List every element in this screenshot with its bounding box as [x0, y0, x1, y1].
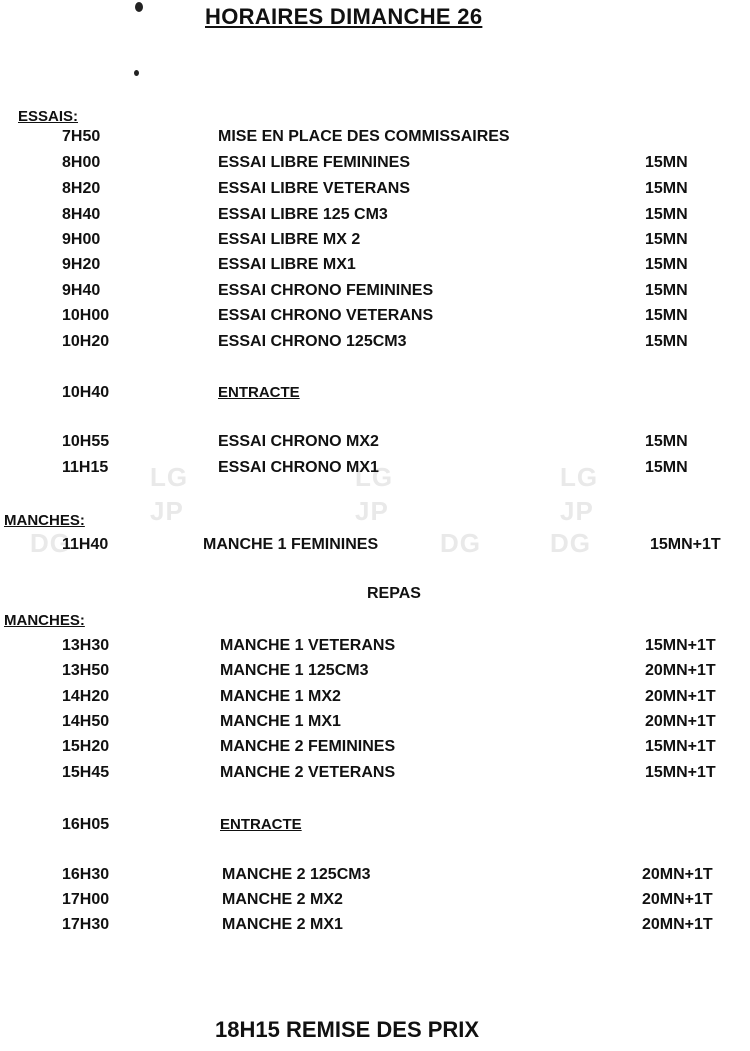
schedule-event: ESSAI LIBRE FEMININES	[218, 154, 411, 171]
entracte-label: ENTRACTE	[218, 384, 300, 401]
schedule-duration: 15MN	[645, 180, 688, 197]
schedule-time: 8H40	[62, 206, 101, 223]
schedule-duration: 15MN	[645, 282, 688, 299]
schedule-duration: 15MN	[645, 206, 688, 223]
schedule-duration: 15MN	[645, 154, 688, 171]
repas-label: REPAS	[367, 585, 421, 602]
watermark-logo: JP	[560, 496, 594, 526]
schedule-duration: 15MN	[645, 231, 688, 248]
schedule-time: 16H05	[62, 816, 110, 833]
schedule-event: MANCHE 1 VETERANS	[220, 637, 396, 654]
schedule-event: ESSAI CHRONO MX1	[218, 459, 379, 476]
schedule-duration: 15MN	[645, 459, 688, 476]
schedule-time: 10H55	[62, 433, 110, 450]
schedule-duration: 20MN+1T	[642, 891, 713, 908]
watermark-logo: LG	[560, 462, 599, 492]
schedule-time: 10H40	[62, 384, 110, 401]
schedule-duration: 15MN+1T	[645, 637, 716, 654]
schedule-time: 10H20	[62, 333, 110, 350]
schedule-event: MANCHE 2 FEMININES	[220, 738, 396, 755]
schedule-duration: 20MN+1T	[645, 713, 716, 730]
schedule-time: 9H20	[62, 256, 101, 273]
schedule-event: ESSAI LIBRE MX 2	[218, 231, 361, 248]
schedule-time: 7H50	[62, 128, 101, 145]
manches-heading: MANCHES:	[4, 512, 85, 529]
schedule-time: 9H00	[62, 231, 101, 248]
watermark-logo: JP	[150, 496, 184, 526]
page-title: HORAIRES DIMANCHE 26	[205, 4, 483, 29]
schedule-duration: 15MN	[645, 433, 688, 450]
schedule-time: 11H15	[62, 459, 109, 476]
schedule-time: 8H20	[62, 180, 101, 197]
schedule-event: MANCHE 2 MX1	[222, 916, 343, 933]
scan-speck	[134, 70, 139, 76]
schedule-time: 13H30	[62, 637, 110, 654]
schedule-event: MANCHE 2 125CM3	[222, 866, 371, 883]
schedule-duration: 15MN	[645, 307, 688, 324]
schedule-event: ESSAI CHRONO FEMININES	[218, 282, 434, 299]
schedule-event: ESSAI CHRONO 125CM3	[218, 333, 407, 350]
prize-ceremony: 18H15 REMISE DES PRIX	[215, 1017, 480, 1042]
schedule-time: 14H20	[62, 688, 110, 705]
watermark-logo: JP	[355, 496, 389, 526]
schedule-event: ESSAI LIBRE VETERANS	[218, 180, 411, 197]
schedule-event: MANCHE 2 MX2	[222, 891, 343, 908]
watermark-logo: LG	[355, 462, 394, 492]
essais-heading: ESSAIS:	[18, 108, 79, 125]
schedule-event: MANCHE 1 125CM3	[220, 662, 369, 679]
schedule-event: MANCHE 2 VETERANS	[220, 764, 396, 781]
schedule-event: ESSAI LIBRE MX1	[218, 256, 356, 273]
schedule-duration: 15MN	[645, 256, 688, 273]
schedule-time: 11H40	[62, 536, 109, 553]
schedule-duration: 20MN+1T	[642, 916, 713, 933]
schedule-duration: 15MN+1T	[645, 764, 716, 781]
schedule-time: 9H40	[62, 282, 101, 299]
manches-heading: MANCHES:	[4, 612, 85, 629]
schedule-event: MANCHE 1 MX1	[220, 713, 341, 730]
watermark-logo: DG	[440, 528, 481, 558]
schedule-time: 10H00	[62, 307, 110, 324]
watermark-logo: DG	[550, 528, 591, 558]
schedule-time: 17H00	[62, 891, 110, 908]
schedule-time: 16H30	[62, 866, 110, 883]
schedule-event: ESSAI CHRONO VETERANS	[218, 307, 434, 324]
schedule-duration: 15MN+1T	[650, 536, 721, 553]
schedule-time: 15H45	[62, 764, 110, 781]
schedule-duration: 20MN+1T	[642, 866, 713, 883]
watermark-logo: DG	[30, 528, 71, 558]
schedule-event: MANCHE 1 FEMININES	[203, 536, 379, 553]
schedule-time: 17H30	[62, 916, 110, 933]
schedule-event: ESSAI CHRONO MX2	[218, 433, 379, 450]
entracte-label: ENTRACTE	[220, 816, 302, 833]
schedule-duration: 15MN	[645, 333, 688, 350]
schedule-event: MISE EN PLACE DES COMMISSAIRES	[218, 128, 510, 145]
scan-speck	[135, 2, 143, 12]
schedule-time: 8H00	[62, 154, 101, 171]
schedule-event: ESSAI LIBRE 125 CM3	[218, 206, 388, 223]
schedule-event: MANCHE 1 MX2	[220, 688, 341, 705]
watermark-logo: LG	[150, 462, 189, 492]
schedule-duration: 20MN+1T	[645, 688, 716, 705]
schedule-time: 13H50	[62, 662, 110, 679]
schedule-time: 14H50	[62, 713, 110, 730]
schedule-duration: 15MN+1T	[645, 738, 716, 755]
schedule-duration: 20MN+1T	[645, 662, 716, 679]
schedule-time: 15H20	[62, 738, 110, 755]
